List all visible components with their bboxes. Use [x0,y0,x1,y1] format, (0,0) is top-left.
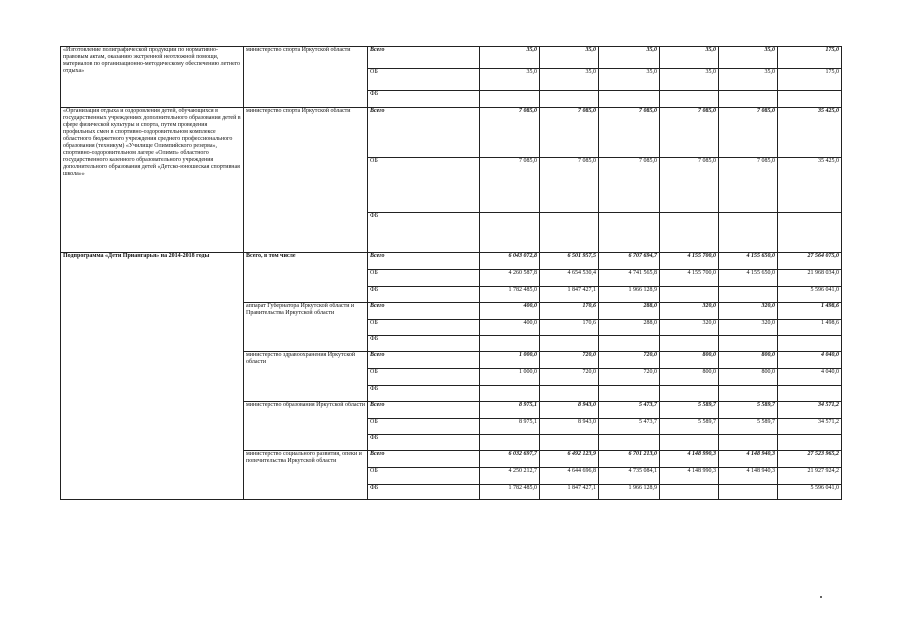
amount-cell: 4 148 940,3 [719,468,778,485]
amount-cell [660,213,719,253]
amount-cell: 720,0 [599,369,660,386]
amount-cell: 1 498,6 [778,320,842,336]
amount-cell: 800,0 [719,369,778,386]
amount-cell: 5 589,7 [660,419,719,435]
funding-level: ОБ [368,320,480,336]
amount-cell [599,336,660,352]
amount-cell: 35,0 [660,69,719,91]
amount-cell: 1 966 128,9 [599,287,660,303]
responsible-organization: министерство спорта Иркутской области [244,47,368,108]
amount-cell: 720,0 [540,352,599,369]
amount-cell: 6 501 957,5 [540,253,599,270]
amount-cell: 4 040,0 [778,352,842,369]
amount-cell [719,287,778,303]
funding-level: ОБ [368,270,480,287]
amount-cell: 1 498,6 [778,303,842,320]
amount-cell: 320,0 [719,320,778,336]
amount-cell: 8 943,0 [540,402,599,419]
amount-cell: 288,0 [599,320,660,336]
funding-level: Всего [368,108,480,158]
responsible-organization: министерство социального развития, опеки и попечительства Иркутской области [244,451,368,500]
amount-cell: 4 741 565,8 [599,270,660,287]
responsible-organization: министерство образования Иркутской области [244,402,368,451]
amount-cell: 6 492 123,9 [540,451,599,468]
amount-cell: 400,0 [480,303,540,320]
amount-cell [778,91,842,108]
amount-cell: 175,0 [778,47,842,69]
amount-cell: 7 085,0 [599,158,660,213]
amount-cell: 8 975,1 [480,402,540,419]
amount-cell [660,386,719,402]
amount-cell: 7 085,0 [719,108,778,158]
funding-level: ФБ [368,91,480,108]
budget-table [60,46,842,500]
amount-cell [480,386,540,402]
amount-cell [480,435,540,451]
amount-cell: 6 707 694,7 [599,253,660,270]
amount-cell [778,386,842,402]
table-row [61,253,842,270]
amount-cell [480,91,540,108]
amount-cell: 5 596 041,0 [778,485,842,500]
amount-cell: 35,0 [480,47,540,69]
responsible-organization: министерство здравоохранения Иркутской области [244,352,368,402]
amount-cell: 7 085,0 [540,108,599,158]
amount-cell: 1 782 485,0 [480,485,540,500]
amount-cell: 8 943,0 [540,419,599,435]
amount-cell: 7 085,0 [719,158,778,213]
amount-cell: 27 523 965,2 [778,451,842,468]
amount-cell [599,386,660,402]
amount-cell: 34 571,2 [778,419,842,435]
amount-cell: 6 043 072,8 [480,253,540,270]
amount-cell: 7 085,0 [660,158,719,213]
funding-level: ФБ [368,336,480,352]
amount-cell: 35,0 [719,69,778,91]
activity-description: «Изготовление полиграфической продукции по нормативно-правовым актам, оказанию экстренной неотложной помощи, материалов по организационно-методическому обеспечению летнего отдыха» [61,47,244,108]
amount-cell: 1 782 485,0 [480,287,540,303]
amount-cell [719,485,778,500]
funding-level: ОБ [368,468,480,485]
amount-cell: 4 148 990,3 [660,451,719,468]
funding-level: ОБ [368,158,480,213]
amount-cell: 4 040,0 [778,369,842,386]
amount-cell [719,336,778,352]
funding-level: ФБ [368,287,480,303]
amount-cell: 288,0 [599,303,660,320]
amount-cell: 4 735 084,1 [599,468,660,485]
funding-level: ОБ [368,369,480,386]
amount-cell: 4 250 212,7 [480,468,540,485]
amount-cell [480,336,540,352]
funding-level: Всего [368,402,480,419]
amount-cell: 170,6 [540,320,599,336]
amount-cell [540,91,599,108]
amount-cell: 35,0 [599,47,660,69]
amount-cell [719,386,778,402]
amount-cell: 4 260 587,8 [480,270,540,287]
amount-cell: 1 000,0 [480,369,540,386]
amount-cell [540,435,599,451]
amount-cell: 4 148 990,3 [660,468,719,485]
amount-cell: 7 085,0 [599,108,660,158]
amount-cell: 800,0 [660,369,719,386]
amount-cell: 170,6 [540,303,599,320]
funding-level: Всего [368,451,480,468]
amount-cell: 21 927 924,2 [778,468,842,485]
amount-cell [660,485,719,500]
amount-cell: 27 564 075,0 [778,253,842,270]
activity-description: Подпрограмма «Дети Приангарья» на 2014-2018 годы [61,253,244,500]
amount-cell: 5 589,7 [660,402,719,419]
amount-cell: 35,0 [540,47,599,69]
amount-cell [540,336,599,352]
amount-cell: 720,0 [599,352,660,369]
amount-cell [480,213,540,253]
amount-cell: 8 975,1 [480,419,540,435]
amount-cell: 800,0 [719,352,778,369]
amount-cell [540,386,599,402]
amount-cell [599,435,660,451]
funding-level: ФБ [368,386,480,402]
amount-cell: 35,0 [660,47,719,69]
page-mark [820,596,822,598]
amount-cell: 7 085,0 [660,108,719,158]
amount-cell: 4 644 696,8 [540,468,599,485]
amount-cell [599,91,660,108]
amount-cell: 35,0 [599,69,660,91]
amount-cell [660,287,719,303]
amount-cell: 7 085,0 [480,108,540,158]
amount-cell: 5 473,7 [599,419,660,435]
amount-cell [660,336,719,352]
funding-level: Всего [368,352,480,369]
amount-cell: 1 847 427,1 [540,287,599,303]
amount-cell [719,91,778,108]
amount-cell [778,336,842,352]
activity-description: «Организация отдыха и оздоровления детей, обучающихся в государственных учреждениях дополнительного образования детей в сфере физической культуры и спорта, путем проведения профильных смен в спортивно-оздоровительном комплексе областного бюджетного учреждения среднего профессионального образования (техникум) «Училище Олимпийского резерва», спортивно-оздоровительном лагере «Олимп» областного государственного казенного образовательного учреждения дополнительного образования детей «Детско-юношеская спортивная школа»» [61,108,244,253]
funding-level: ФБ [368,435,480,451]
responsible-organization: министерство спорта Иркутской области [244,108,368,253]
funding-level: ОБ [368,69,480,91]
amount-cell: 1 966 128,9 [599,485,660,500]
amount-cell: 35,0 [480,69,540,91]
amount-cell: 34 571,2 [778,402,842,419]
amount-cell: 4 155 650,0 [719,253,778,270]
amount-cell: 320,0 [719,303,778,320]
amount-cell: 7 085,0 [540,158,599,213]
table-row [61,47,842,69]
amount-cell: 5 596 041,0 [778,287,842,303]
amount-cell: 175,0 [778,69,842,91]
funding-level: Всего [368,303,480,320]
amount-cell: 5 589,7 [719,419,778,435]
amount-cell: 4 148 940,3 [719,451,778,468]
responsible-organization: Всего, в том числе [244,253,368,303]
funding-level: Всего [368,47,480,69]
amount-cell: 320,0 [660,320,719,336]
amount-cell: 400,0 [480,320,540,336]
amount-cell: 6 701 213,0 [599,451,660,468]
amount-cell [660,91,719,108]
amount-cell: 4 155 650,0 [719,270,778,287]
amount-cell: 800,0 [660,352,719,369]
amount-cell: 5 589,7 [719,402,778,419]
funding-level: Всего [368,253,480,270]
amount-cell: 35,0 [540,69,599,91]
amount-cell: 35 425,0 [778,158,842,213]
funding-level: ФБ [368,213,480,253]
amount-cell [719,213,778,253]
amount-cell [778,213,842,253]
amount-cell: 1 000,0 [480,352,540,369]
amount-cell: 6 032 697,7 [480,451,540,468]
amount-cell: 7 085,0 [480,158,540,213]
amount-cell: 5 473,7 [599,402,660,419]
amount-cell: 1 847 427,1 [540,485,599,500]
amount-cell: 4 155 700,0 [660,253,719,270]
amount-cell [599,213,660,253]
funding-level: ОБ [368,419,480,435]
responsible-organization: аппарат Губернатора Иркутской области и Правительства Иркутской области [244,303,368,352]
amount-cell [660,435,719,451]
amount-cell: 4 155 700,0 [660,270,719,287]
amount-cell: 35,0 [719,47,778,69]
table-row [61,108,842,158]
amount-cell: 4 654 530,4 [540,270,599,287]
amount-cell: 320,0 [660,303,719,320]
amount-cell [719,435,778,451]
amount-cell: 720,0 [540,369,599,386]
amount-cell: 35 425,0 [778,108,842,158]
amount-cell: 21 968 034,0 [778,270,842,287]
amount-cell [778,435,842,451]
amount-cell [540,213,599,253]
funding-level: ФБ [368,485,480,500]
